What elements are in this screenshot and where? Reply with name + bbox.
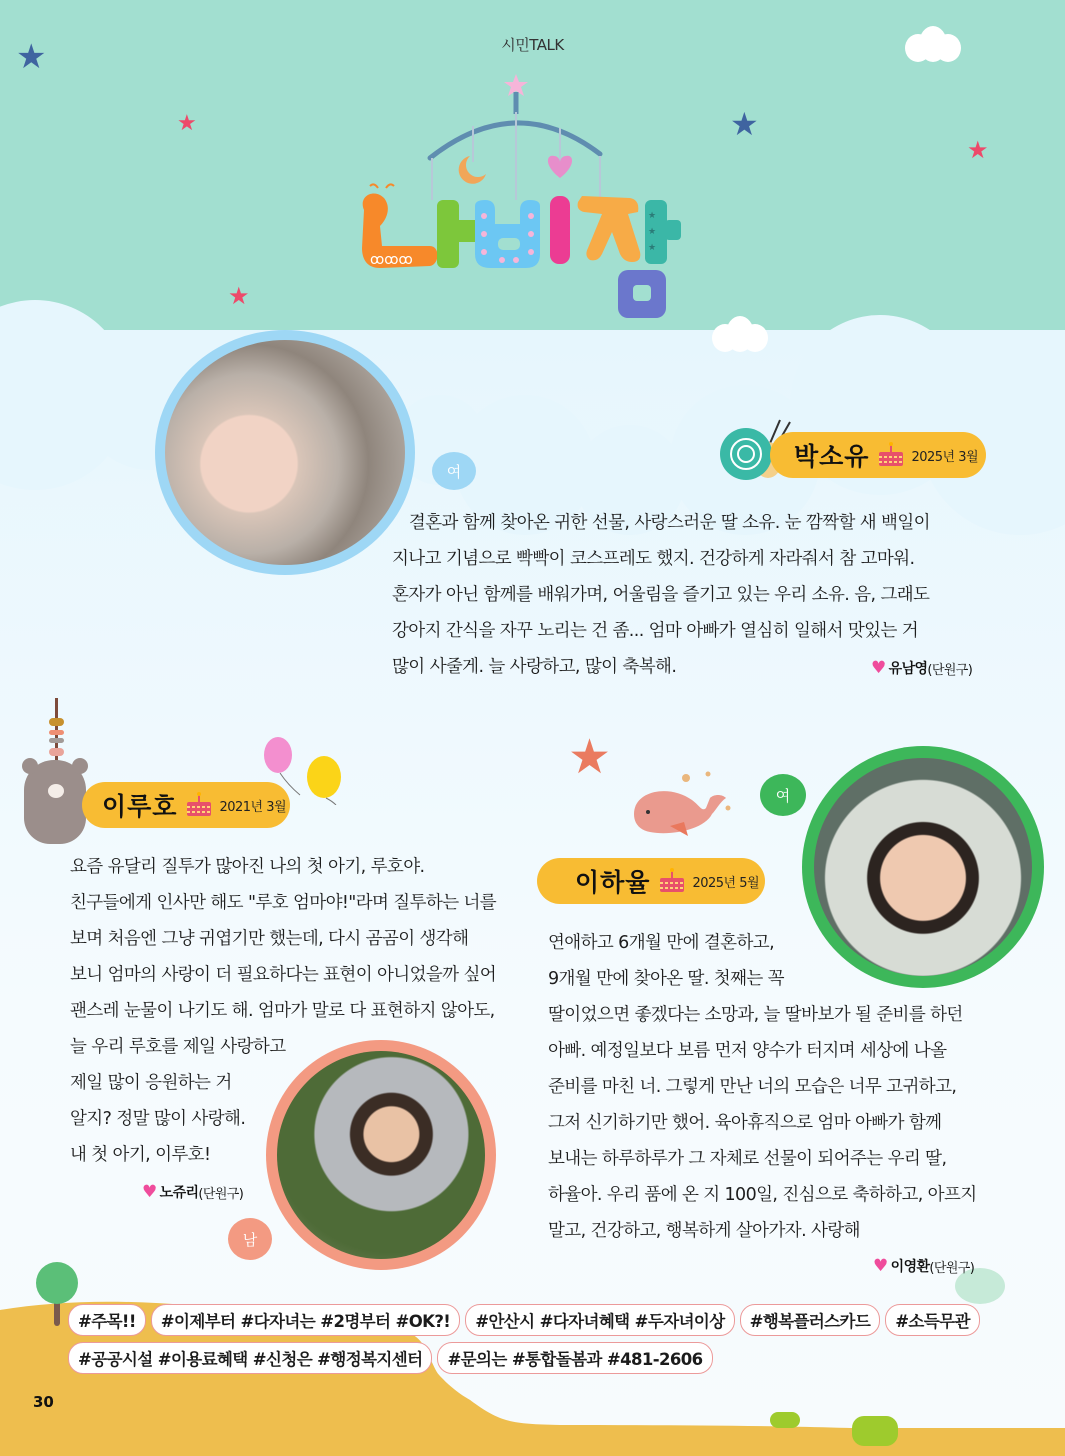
- birthday-cake-icon: [660, 870, 684, 892]
- hashtag: #안산시 #다자녀혜택 #두자녀이상: [465, 1304, 734, 1336]
- message-hayul: 연애하고 6개월 만에 결혼하고, 9개월 만에 찾아온 딸. 첫째는 꼭 딸이었으면 좋겠다는 소망과, 늘 딸바보가 될 준비를 하던 아빠. 예정일보다 보름 먼저 양수가 터지며 세상에 나올 준비를 마친 너. 그렇게 만난 너의 모습은 너무 고귀하고, 그저 신기하기만 했어. 육아휴직으로 엄마 아빠가 함께 보내는 하루하루가 그 자체로 선물이 되어주는 우리 딸, 하율아. 우리 품에 온 지 100일, 진심으로 축하하고, 아프지 말고, 건강하고, 행복하게 살아가자. 사랑해: [548, 933, 977, 1241]
- bear-icon: [22, 698, 92, 843]
- section-label: 시민TALK: [501, 36, 564, 54]
- baby-with-dog-photo: [165, 340, 405, 565]
- photo-sou: [155, 330, 415, 575]
- signature-hayul: ♥ 이영환 (단원구): [873, 1256, 975, 1276]
- hashtag: #공공시설 #이용료혜택 #신청은 #행정복지센터: [68, 1342, 432, 1374]
- star-icon: ★: [177, 111, 197, 136]
- hashtag: #소득무관: [885, 1304, 980, 1336]
- message-sou: 결혼과 함께 찾아온 귀한 선물, 사랑스러운 딸 소유. 눈 깜짝할 새 백일이 지나고 기념으로 빡빡이 코스프레도 했지. 건강하게 자라줘서 참 고마워. 혼자가 아닌 함께를 배워가며, 어울림을 즐기고 있는 우리 소유. 음, 그래도 강아지 간식을 자꾸 노리는 건 좀... 엄마 아빠가 열심히 일해서 맛있는 거 많이 사줄게. 늘 사랑하고, 많이 축복해.: [392, 513, 930, 677]
- star-icon: ★: [967, 136, 989, 164]
- name-pill-hayul: [537, 858, 765, 904]
- balloons-icon: [258, 735, 358, 805]
- signature-sou: ♥ 유남영 (단원구): [871, 658, 973, 678]
- heart-icon: ♥: [871, 658, 886, 678]
- hashtag: #주목!!: [68, 1304, 146, 1336]
- whale-icon: [630, 770, 740, 840]
- photo-ruho: [266, 1040, 496, 1270]
- star-icon: ★: [730, 105, 759, 143]
- message-ruho: 요즘 유달리 질투가 많아진 나의 첫 아기, 루호야. 친구들에게 인사만 해도 "루호 엄마야!"라며 질투하는 너를 보며 처음엔 그냥 귀엽기만 했는데, 다시 곰곰이 생각해 보니 엄마의 사랑이 더 필요하다는 표현이 아니었을까 싶어 괜스레 눈물이 나기도 해. 엄마가 말로 다 표현하지 않아도, 늘 우리 루호를 제일 사랑하고 제일 많이 응원하는 거 알지? 정말 많이 사랑해. 내 첫 아기, 이루호!: [70, 857, 497, 1165]
- birthday-cake-icon: [879, 444, 903, 466]
- gender-badge-male: 남: [228, 1218, 272, 1260]
- starfish-icon: ★: [568, 729, 612, 785]
- hashtag-list: [68, 1304, 1008, 1380]
- birth-date: 2025년 5월: [692, 875, 760, 891]
- heart-icon: ♥: [873, 1256, 888, 1276]
- heart-icon: ♥: [142, 1182, 157, 1202]
- gender-badge-female: 여: [760, 774, 806, 816]
- name-pill-sou: [770, 432, 986, 478]
- svg-text:★: ★: [648, 211, 657, 221]
- cloud-icon: [712, 316, 768, 356]
- svg-text:★: ★: [648, 243, 657, 253]
- page-number: 30: [33, 1393, 54, 1411]
- birthday-cake-icon: [187, 794, 211, 816]
- child-name: 이하율: [575, 868, 651, 897]
- child-name: 이루호: [102, 792, 178, 821]
- star-icon: ★: [16, 37, 47, 77]
- birth-date: 2021년 3월: [219, 799, 287, 815]
- hashtag: #행복플러스카드: [740, 1304, 881, 1336]
- star-icon: ★: [228, 282, 250, 310]
- gender-badge-female: 여: [432, 452, 476, 490]
- birth-date: 2025년 3월: [911, 449, 979, 465]
- hashtag: #이제부터 #다자녀는 #2명부터 #OK?!: [151, 1304, 460, 1336]
- signature-ruho: ♥ 노쥬리 (단원구): [142, 1182, 244, 1202]
- svg-text:ꝏꝏꝏ: ꝏꝏꝏ: [370, 252, 413, 268]
- title-logo: [340, 182, 700, 322]
- svg-text:★: ★: [648, 227, 657, 237]
- hashtag-row-1: [68, 1304, 1008, 1336]
- hashtag-row-2: [68, 1342, 1008, 1374]
- child-name: 박소유: [794, 442, 870, 471]
- smiling-boy-photo: [277, 1051, 485, 1259]
- hashtag: #문의는 #통합돌봄과 #481-2606: [437, 1342, 712, 1374]
